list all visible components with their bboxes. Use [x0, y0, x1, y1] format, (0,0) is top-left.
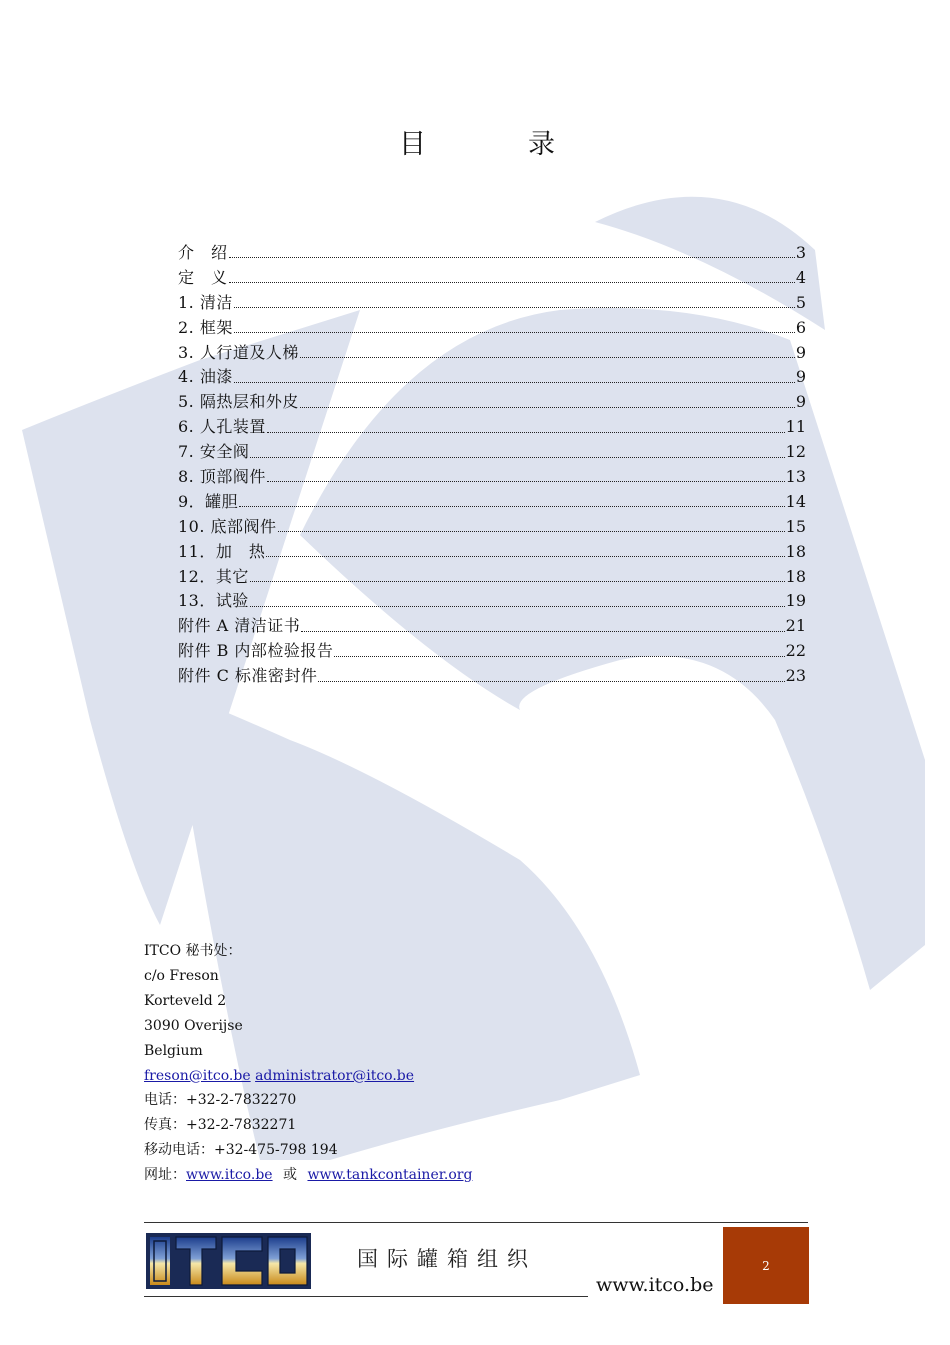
toc-entry[interactable] — [178, 489, 806, 514]
footer-website: www.itco.be — [596, 1274, 714, 1296]
toc-leader-dots — [267, 431, 785, 433]
website-prefix: 网址： — [144, 1167, 186, 1184]
toc-entry-page: 5 — [795, 292, 806, 312]
toc-entry-label: 8. 顶部阀件 — [178, 467, 266, 487]
toc-leader-dots — [301, 630, 784, 632]
toc-entry[interactable] — [178, 663, 806, 688]
toc-entry-label: 13．试验 — [178, 591, 249, 611]
toc-entry[interactable] — [178, 588, 806, 613]
toc-entry[interactable] — [178, 240, 806, 265]
toc-entry-label: 6. 人孔装置 — [178, 417, 266, 437]
page-number: 2 — [762, 1258, 770, 1273]
toc-entry[interactable] — [178, 315, 806, 340]
title-char-1: 目 — [399, 129, 426, 160]
toc-entry[interactable] — [178, 613, 806, 638]
toc-entry-label: 11．加 热 — [178, 541, 266, 561]
address-line: c/o Freson — [144, 967, 219, 984]
toc-leader-dots — [300, 406, 795, 408]
toc-leader-dots — [229, 256, 795, 258]
page-number-badge — [723, 1227, 809, 1304]
toc-entry[interactable] — [178, 265, 806, 290]
toc-entry-page: 11 — [785, 417, 806, 437]
address-block — [144, 939, 472, 1188]
secretariat-label: ITCO 秘书处： — [144, 943, 242, 959]
toc-entry-page: 13 — [785, 467, 806, 487]
toc-leader-dots — [234, 306, 795, 308]
toc-entry-page: 6 — [795, 317, 806, 337]
toc-leader-dots — [318, 680, 784, 682]
toc-entry-label: 10. 底部阀件 — [178, 516, 277, 536]
mobile-number: 移动电话：+32-475-798 194 — [144, 1142, 338, 1159]
address-country: Belgium — [144, 1042, 203, 1059]
toc-entry-page: 12 — [785, 442, 806, 462]
toc-entry-label: 介 绍 — [178, 243, 228, 262]
fax-number: 传真：+32-2-7832271 — [144, 1117, 297, 1134]
toc-leader-dots — [229, 281, 795, 283]
toc-entry[interactable] — [178, 539, 806, 564]
organization-name: 国际罐箱组织 — [357, 1247, 537, 1271]
toc-entry-page: 21 — [785, 616, 806, 636]
toc-entry-page: 23 — [785, 666, 806, 686]
email-link-admin[interactable]: administrator@itco.be — [255, 1067, 415, 1084]
toc-entry-page: 9 — [795, 392, 806, 412]
toc-entry-page: 15 — [785, 516, 806, 536]
toc-entry-page: 18 — [785, 566, 806, 586]
toc-entry-label: 附件 C 标准密封件 — [178, 666, 318, 686]
itco-logo — [146, 1233, 311, 1289]
toc-entry-label: 3. 人行道及人梯 — [178, 342, 299, 362]
toc-entry-label: 定 义 — [178, 267, 228, 287]
toc-entry-label: 9．罐胆 — [178, 491, 239, 511]
phone-number: 电话：+32-2-7832270 — [144, 1092, 297, 1109]
toc-entry[interactable] — [178, 389, 806, 414]
title-char-2: 录 — [528, 129, 555, 160]
toc-entry-label: 附件 B 内部检验报告 — [178, 641, 334, 661]
toc-leader-dots — [278, 530, 785, 532]
toc-entry[interactable] — [178, 439, 806, 464]
toc-entry-page: 9 — [795, 367, 806, 387]
footer-divider-top — [144, 1222, 808, 1223]
toc-entry-page: 3 — [795, 243, 806, 262]
toc-leader-dots — [266, 555, 784, 557]
toc-entry-page: 9 — [795, 342, 806, 362]
toc-leader-dots — [267, 480, 785, 482]
toc-entry-label: 2. 框架 — [178, 317, 233, 337]
toc-entry[interactable] — [178, 340, 806, 365]
toc-entry[interactable] — [178, 414, 806, 439]
toc-leader-dots — [300, 356, 795, 358]
toc-entry-label: 5. 隔热层和外皮 — [178, 392, 299, 412]
toc-entry-label: 7. 安全阀 — [178, 442, 250, 462]
toc-entry-label: 附件 A 清洁证书 — [178, 616, 301, 636]
toc-entry[interactable] — [178, 564, 806, 589]
toc-entry-page: 19 — [785, 591, 806, 611]
toc-entry[interactable] — [178, 364, 806, 389]
website-or: 或 — [283, 1167, 298, 1184]
toc-entry-page: 4 — [795, 267, 806, 287]
website-link-itco[interactable]: www.itco.be — [186, 1167, 273, 1184]
toc-entry[interactable] — [178, 464, 806, 489]
toc-entry[interactable] — [178, 290, 806, 315]
toc-entry[interactable] — [178, 638, 806, 663]
toc-leader-dots — [250, 456, 784, 458]
toc-entry-label: 1. 清洁 — [178, 292, 233, 312]
address-line: 3090 Overijse — [144, 1017, 243, 1034]
footer-divider-bottom — [144, 1296, 588, 1297]
toc-leader-dots — [234, 331, 795, 333]
toc-entry-page: 14 — [785, 491, 806, 511]
toc-entry-page: 18 — [785, 541, 806, 561]
toc-leader-dots — [234, 381, 795, 383]
toc-leader-dots — [250, 580, 785, 582]
toc-entry[interactable] — [178, 514, 806, 539]
table-of-contents — [178, 240, 806, 688]
toc-leader-dots — [334, 655, 784, 657]
toc-entry-page: 22 — [785, 641, 806, 661]
email-links — [144, 1064, 472, 1089]
page-title — [0, 122, 950, 158]
website-line — [144, 1163, 472, 1188]
toc-entry-label: 12．其它 — [178, 566, 249, 586]
toc-leader-dots — [250, 605, 785, 607]
email-link-freson[interactable]: freson@itco.be — [144, 1067, 251, 1084]
website-link-tankcontainer[interactable]: www.tankcontainer.org — [307, 1167, 473, 1184]
address-line: Korteveld 2 — [144, 992, 227, 1009]
toc-leader-dots — [239, 505, 784, 507]
toc-entry-label: 4. 油漆 — [178, 367, 233, 387]
